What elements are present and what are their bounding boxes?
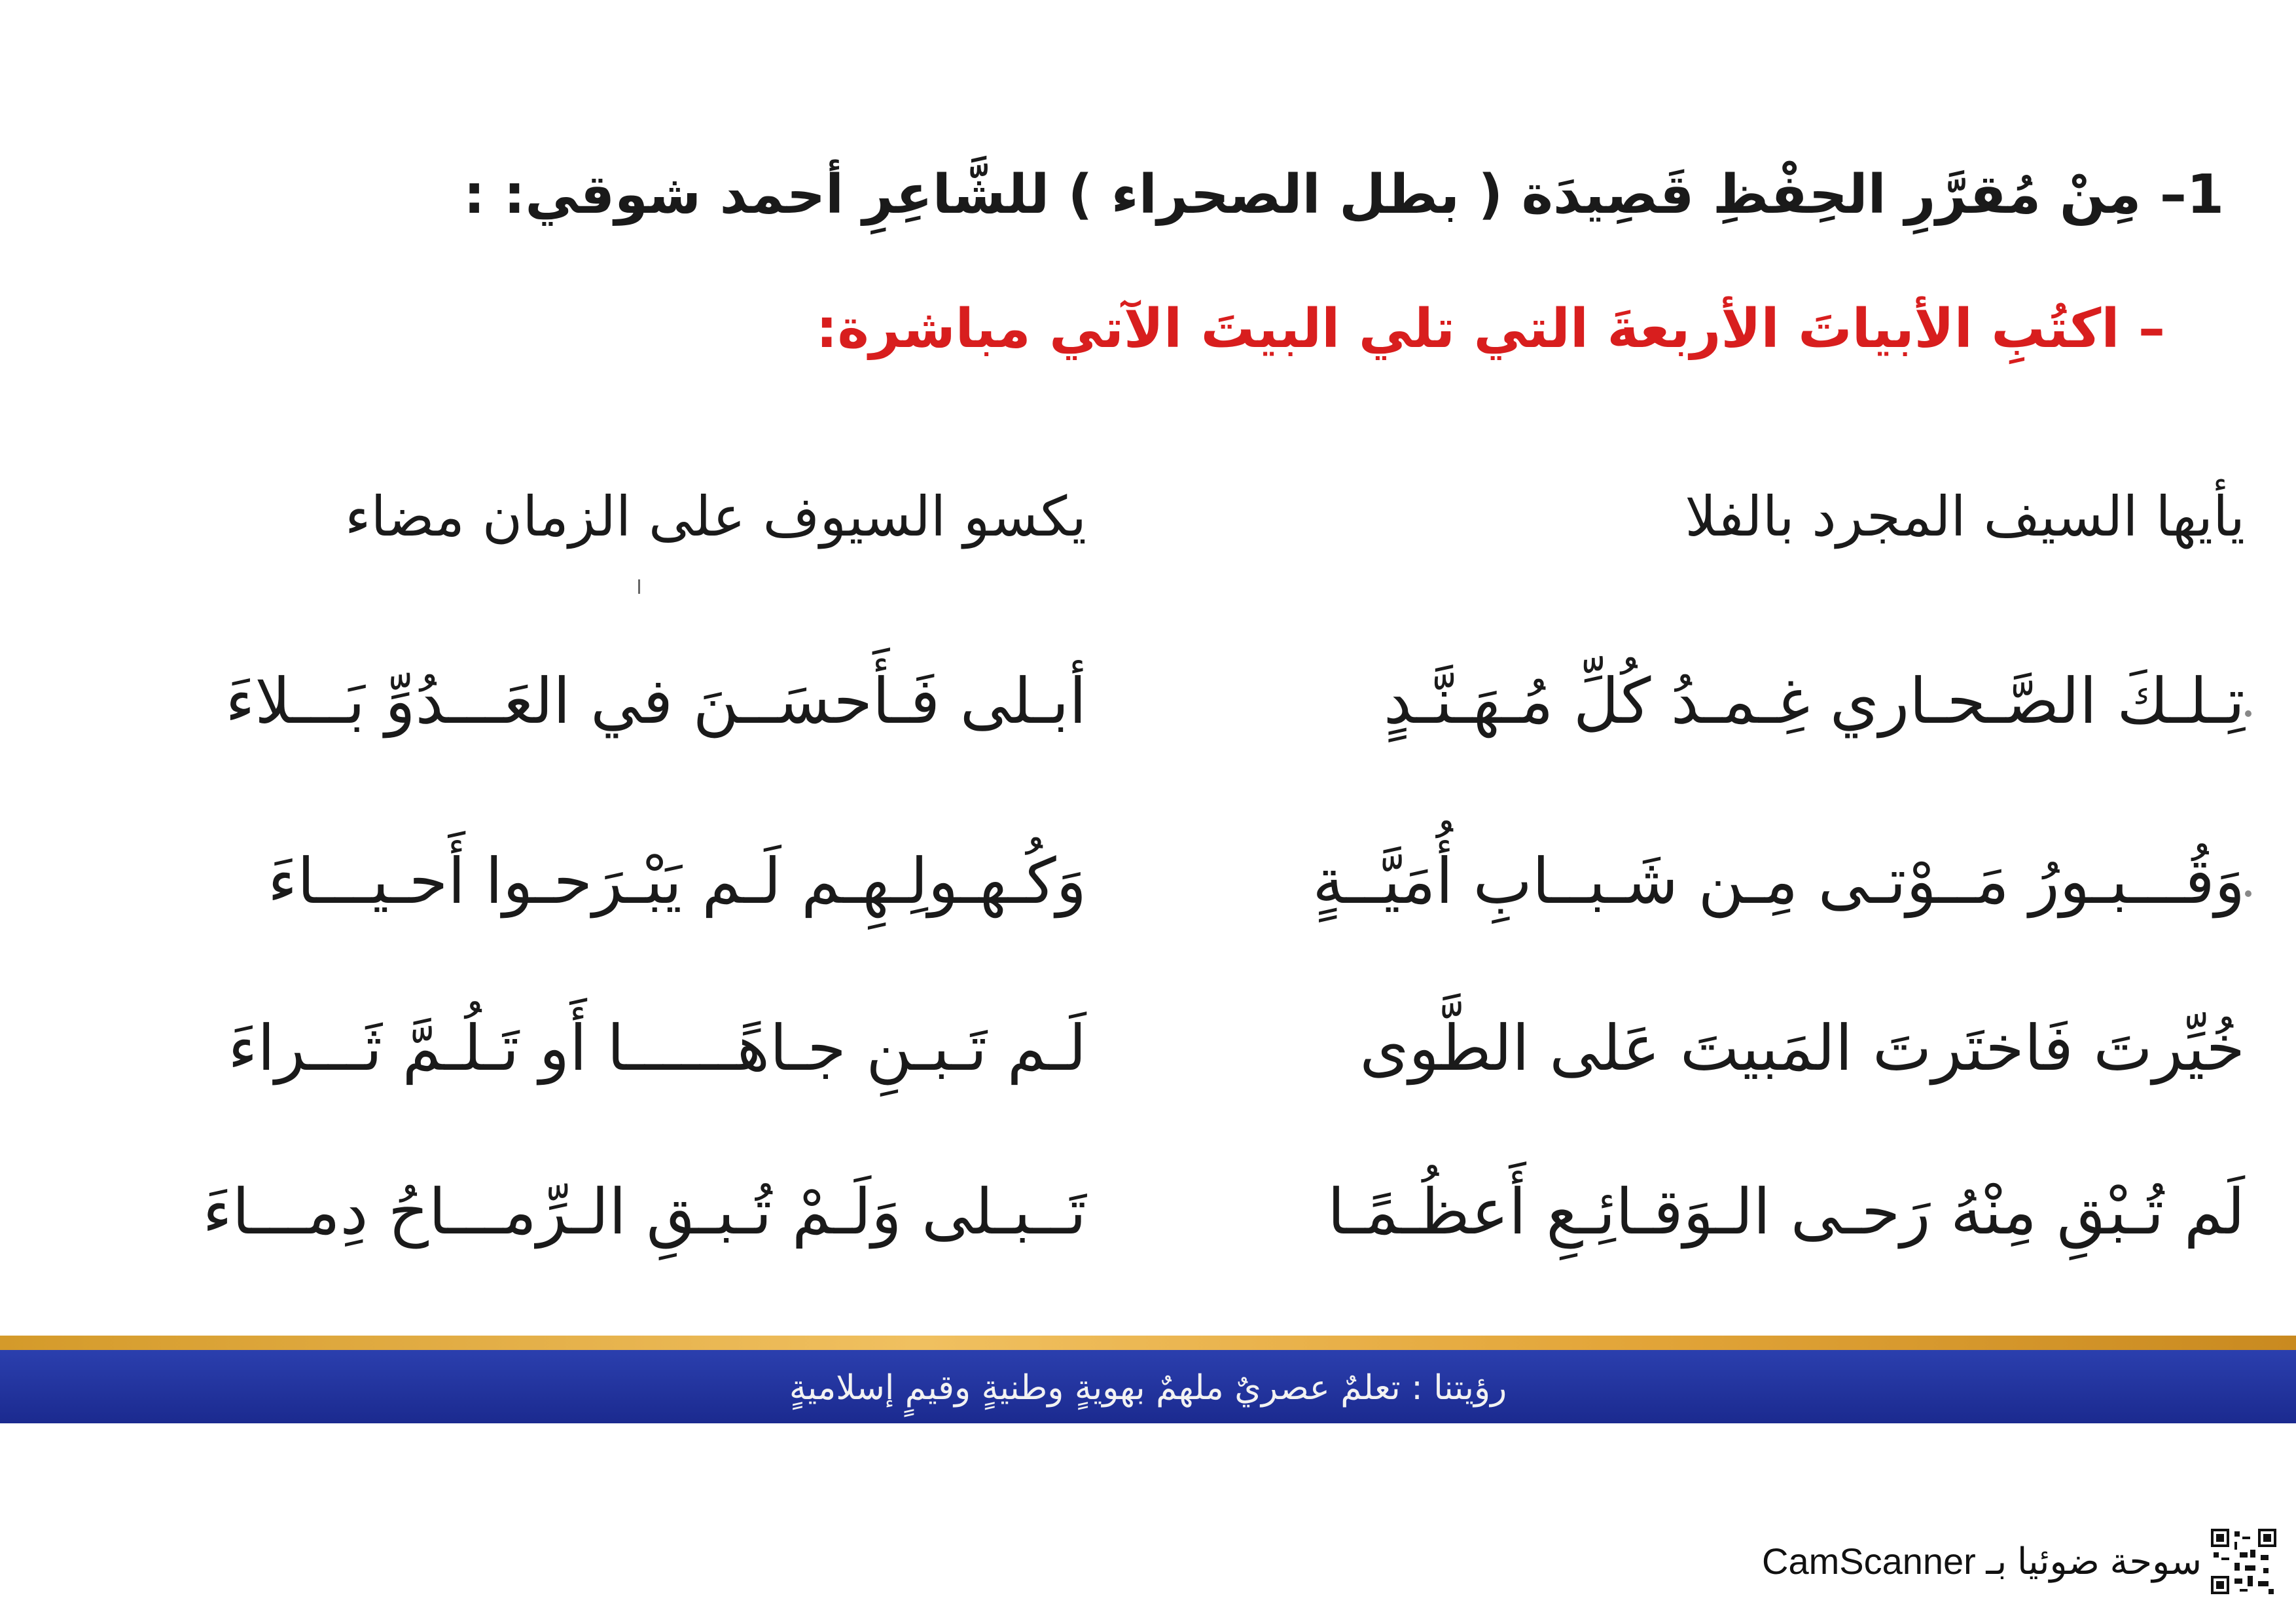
- bullet-icon: [2245, 710, 2251, 717]
- verse-row: [65, 1175, 2245, 1280]
- bullet-icon: [2245, 890, 2251, 897]
- text-cursor-icon: [638, 579, 649, 594]
- intro-verse: [65, 484, 2245, 589]
- camscanner-watermark: [1762, 1529, 2276, 1594]
- qr-code-icon: [2211, 1529, 2276, 1594]
- verse-row: [65, 845, 2245, 949]
- verse-first-half: وَقُـــبـورُ مَــوْتـى مِـن شَـبــابِ أُمَيَّــةٍ: [1312, 845, 2245, 918]
- verse-first-half: لَم تُـبْقِ مِنْهُ رَحـى الـوَقـائِـعِ أَعظُـمًـا: [1327, 1175, 2245, 1249]
- verse-row: [65, 665, 2245, 769]
- verse-second-half: تَــبـلى وَلَـمْ تُـبـقِ الـرِّمـــاحُ دِمـــاءَ: [202, 1175, 1086, 1249]
- camscanner-label: سوحة ضوئيا بـ CamScanner: [1762, 1541, 2202, 1582]
- footer-vision-text: رؤيتنا : تعلمٌ عصريٌ ملهمٌ بهويةٍ وطنيةٍ وقيمٍ إسلاميةٍ: [789, 1368, 1507, 1408]
- instruction-text: – اكتُبِ الأبياتَ الأربعةَ التي تلي البيتَ الآتي مباشرة:: [816, 298, 2165, 360]
- verse-second-half: وَكُـهـولِـهِـم لَـم يَبْـرَحـوا أَحـيـــاءَ: [268, 845, 1086, 918]
- intro-verse-first-half: يأيها السيف المجرد بالفلا: [1685, 484, 2245, 549]
- verse-first-half: تِـلـكَ الصَّـحـاري غِـمـدُ كُلِّ مُـهَـنَّـدٍ: [1383, 665, 2245, 738]
- intro-verse-second-half: يكسو السيوف على الزمان مضاء: [344, 484, 1086, 549]
- footer-accent-bar: [0, 1336, 2296, 1350]
- verse-second-half: لَـم تَـبـنِ جـاهًــــــا أَو تَـلُـمَّ ثَـــراءَ: [228, 1012, 1086, 1085]
- page-heading: 1– مِنْ مُقرَّرِ الحِفْظِ قَصِيدَة ( بطل الصحراء ) للشَّاعِرِ أحمد شوقي: :: [463, 164, 2224, 226]
- verse-first-half: خُيِّرتَ فَاختَرتَ المَبيتَ عَلى الطَّوى: [1359, 1012, 2245, 1085]
- verse-second-half: أبـلى فَـأَحسَــنَ في العَـــدُوِّ بَـــلاءَ: [225, 665, 1086, 738]
- verse-row: [65, 1012, 2245, 1116]
